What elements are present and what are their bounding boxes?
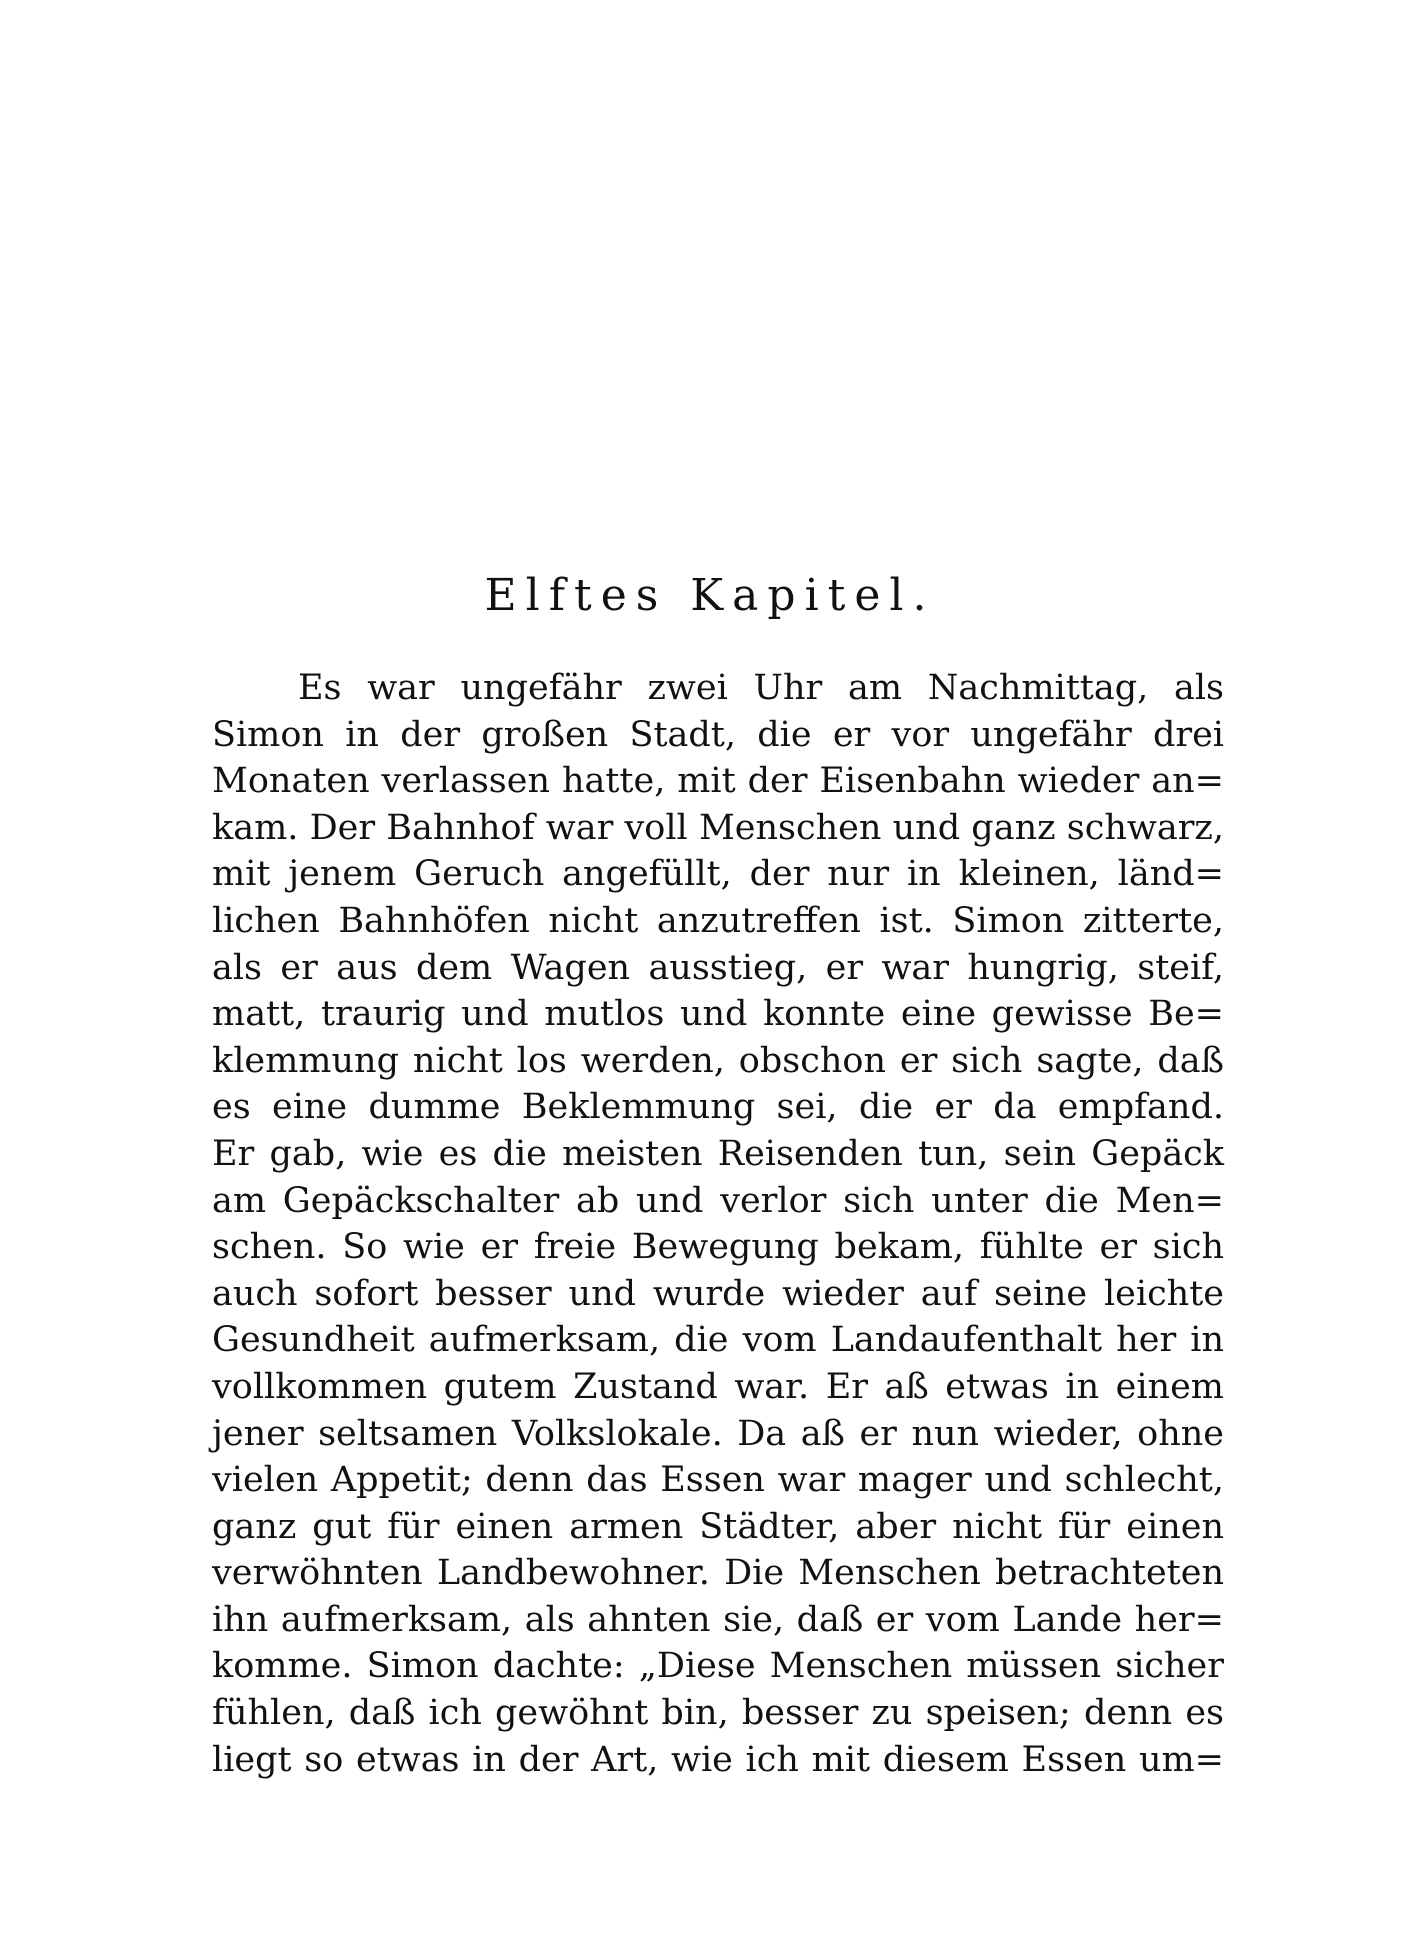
- text-line: vollkommen gutem Zustand war. Er aß etwas in einem: [212, 1366, 1224, 1407]
- text-line: kam. Der Bahnhof war voll Menschen und ganz schwarz,: [212, 807, 1224, 848]
- text-line: Simon in der großen Stadt, die er vor ungefähr drei: [212, 714, 1224, 755]
- text-line: Gesundheit aufmerksam, die vom Landaufenthalt her in: [212, 1320, 1224, 1361]
- text-line: Es war ungefähr zwei Uhr am Nachmittag, als: [298, 668, 1224, 708]
- text-line: lichen Bahnhöfen nicht anzutreffen ist. Simon zitterte,: [212, 900, 1224, 941]
- text-line: Monaten verlassen hatte, mit der Eisenbahn wieder an=: [212, 761, 1224, 802]
- text-line: liegt so etwas in der Art, wie ich mit diesem Essen um=: [212, 1739, 1224, 1780]
- chapter-title: Elftes Kapitel.: [484, 570, 936, 621]
- text-line: matt, traurig und mutlos und konnte eine gewisse Be=: [212, 994, 1224, 1035]
- text-line: verwöhnten Landbewohner. Die Menschen betrachteten: [212, 1553, 1224, 1594]
- text-line: auch sofort besser und wurde wieder auf seine leichte: [212, 1273, 1224, 1314]
- text-line: Er gab, wie es die meisten Reisenden tun, sein Gepäck: [212, 1133, 1224, 1174]
- text-line: fühlen, daß ich gewöhnt bin, besser zu speisen; denn es: [212, 1693, 1224, 1734]
- text-line: mit jenem Geruch angefüllt, der nur in kleinen, länd=: [212, 854, 1224, 895]
- text-line: komme. Simon dachte: „Diese Menschen müssen sicher: [212, 1646, 1224, 1687]
- text-line: jener seltsamen Volkslokale. Da aß er nun wieder, ohne: [212, 1413, 1224, 1454]
- text-line: klemmung nicht los werden, obschon er sich sagte, daß: [212, 1040, 1224, 1081]
- chapter-body: [212, 665, 1224, 1783]
- text-line: am Gepäckschalter ab und verlor sich unter die Men=: [212, 1180, 1224, 1221]
- text-line: als er aus dem Wagen ausstieg, er war hungrig, steif,: [212, 947, 1224, 988]
- text-line: schen. So wie er freie Bewegung bekam, fühlte er sich: [212, 1227, 1224, 1268]
- text-line: ganz gut für einen armen Städter, aber nicht für einen: [212, 1506, 1224, 1547]
- text-line: es eine dumme Beklemmung sei, die er da empfand.: [212, 1087, 1224, 1128]
- text-line: vielen Appetit; denn das Essen war mager und schlecht,: [212, 1460, 1224, 1501]
- text-line: ihn aufmerksam, als ahnten sie, daß er vom Lande her=: [212, 1599, 1224, 1640]
